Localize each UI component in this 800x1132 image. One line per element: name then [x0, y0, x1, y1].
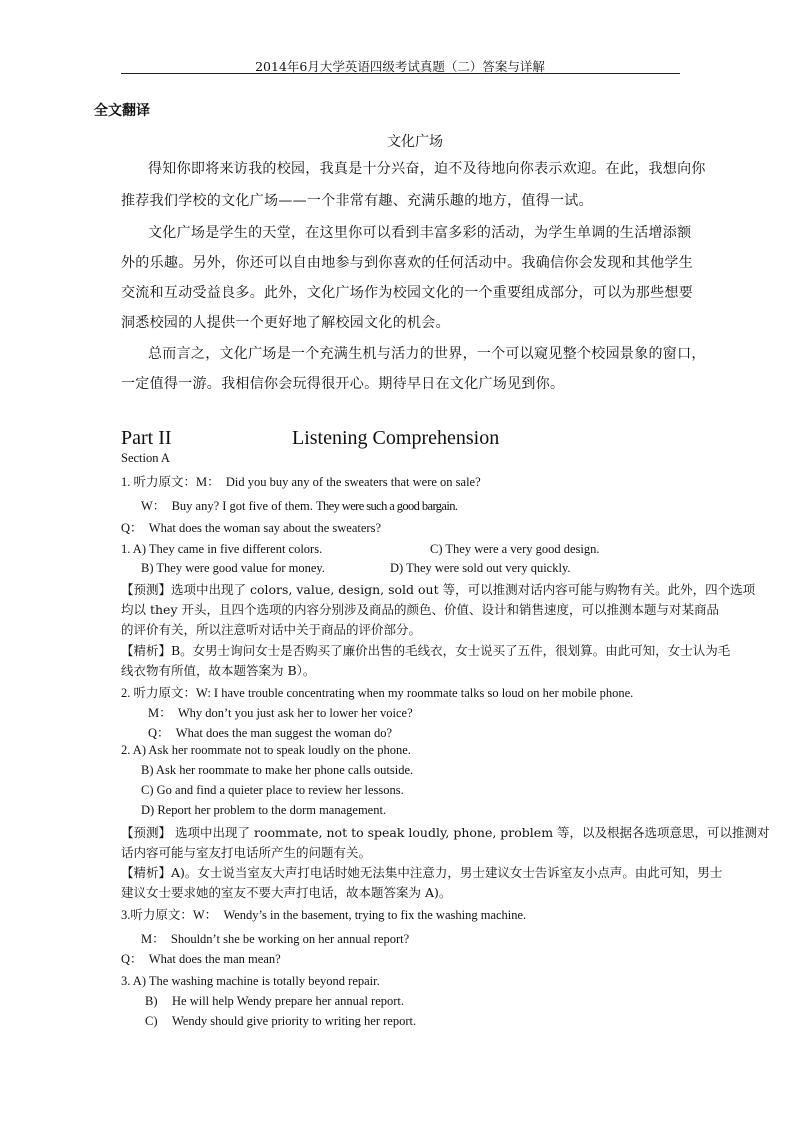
- translation-line: 文化广场是学生的天堂，在这里你可以看到丰富多彩的活动，为学生单调的生活增添额: [148, 225, 692, 241]
- q2-analysis: 建议女士要求她的室友不要大声打电话，故本题答案为 A)。: [121, 885, 452, 900]
- q3-option-b: He will help Wendy prepare her annual report.: [172, 994, 405, 1008]
- q3-option-c: Wendy should give priority to writing her report.: [172, 1014, 417, 1028]
- q2-option-d: D) Report her problem to the dorm management.: [141, 803, 387, 817]
- q3-script-text: Shouldn’t she be working on her annual report?: [170, 932, 410, 946]
- q1-predict: 的评价有关，所以注意听对话中关于商品的评价部分。: [121, 622, 422, 637]
- q2-script-text: Why don’t you just ask her to lower her voice?: [177, 706, 413, 720]
- q3-option-c-label: C): [145, 1014, 158, 1028]
- section-label: Section A: [121, 451, 170, 465]
- q3-question-prefix: Q：: [121, 952, 143, 966]
- translation-line: 总而言之，文化广场是一个充满生机与活力的世界，一个可以窥见整个校园景象的窗口，: [148, 346, 706, 362]
- q3-question: [121, 949, 281, 967]
- q3-option-a: 3. A) The washing machine is totally beyond repair.: [121, 974, 380, 988]
- translation-line: 外的乐趣。另外，你还可以自由地参与到你喜欢的任何活动中。我确信你会发现和其他学生: [121, 255, 693, 271]
- translation-heading: 全文翻译: [94, 103, 150, 119]
- q2-predict: 话内容可能与室友打电话所产生的问题有关。: [121, 845, 372, 860]
- q3-script-text: Wendy’s in the basement, trying to fix the washing machine.: [223, 908, 527, 922]
- page-header: 2014年6月大学英语四级考试真题（二）答案与详解: [255, 59, 545, 74]
- header-rule: [121, 73, 680, 74]
- part-title: Listening Comprehension: [292, 427, 500, 449]
- q1-script-text: Did you buy any of the sweaters that were on sale?: [225, 475, 481, 489]
- q3-script-line: [121, 905, 526, 923]
- q2-option-a: 2. A) Ask her roommate not to speak loudly on the phone.: [121, 743, 411, 757]
- q2-script-line: 2. 听力原文：W: I have trouble concentrating when my roommate talks so loud on her mobile phone.: [121, 686, 634, 700]
- translation-line: 洞悉校园的人提供一个更好地了解校园文化的机会。: [121, 315, 450, 331]
- q1-script-line: [121, 472, 481, 490]
- q1-question: [121, 518, 381, 536]
- part-label: Part II: [121, 427, 172, 449]
- q1-script-prefix: 1. 听力原文：M：: [121, 475, 220, 489]
- q2-predict: 【预测】 选项中出现了 roommate, not to speak loudly, phone, problem 等，以及根据各选项意思，可以推测对: [121, 825, 770, 840]
- q2-question-prefix: Q：: [148, 726, 170, 740]
- translation-line: 推荐我们学校的文化广场——一个非常有趣、充满乐趣的地方，值得一试。: [121, 193, 593, 209]
- q2-analysis: 【精析】A)。女士说当室友大声打电话时她无法集中注意力，男士建议女士告诉室友小点声。由此可知，男士: [121, 865, 723, 880]
- q1-script-text: Buy any? I got five of them.: [171, 499, 313, 513]
- q1-option-a: 1. A) They came in five different colors.: [121, 542, 323, 556]
- q1-analysis: 线衣物有所值，故本题答案为 B）。: [121, 663, 316, 678]
- q1-option-c: C) They were a very good design.: [430, 542, 600, 556]
- q1-predict: 均以 they 开头，且四个选项的内容分别涉及商品的颜色、价值、设计和销售速度，可以推测本题与对某商品: [121, 602, 719, 617]
- q3-script-prefix: 3.听力原文：W：: [121, 908, 218, 922]
- q2-question: [148, 723, 392, 741]
- q2-option-c: C) Go and find a quieter place to review her lessons.: [141, 783, 404, 797]
- q1-script-line: [141, 496, 457, 514]
- q1-script-prefix: W：: [141, 499, 166, 513]
- q1-analysis: 【精析】B。女男士询问女士是否购买了廉价出售的毛线衣，女士说买了五件，很划算。由此可知，女士认为毛: [121, 643, 731, 658]
- translation-title: 文化广场: [387, 134, 443, 150]
- q2-question-text: What does the man suggest the woman do?: [175, 726, 393, 740]
- q3-script-prefix: M：: [141, 932, 165, 946]
- translation-line: 一定值得一游。我相信你会玩得很开心。期待早日在文化广场见到你。: [121, 376, 565, 392]
- q3-script-line: [141, 929, 409, 947]
- q1-question-text: What does the woman say about the sweaters?: [148, 521, 381, 535]
- q3-option-b-label: B): [145, 994, 158, 1008]
- q3-question-text: What does the man mean?: [148, 952, 281, 966]
- q2-script-prefix: M：: [148, 706, 172, 720]
- q1-question-prefix: Q：: [121, 521, 143, 535]
- q1-script-text-condensed: They were such a good bargain.: [315, 499, 458, 513]
- translation-line: 得知你即将来访我的校园，我真是十分兴奋，迫不及待地向你表示欢迎。在此，我想向你: [148, 161, 706, 177]
- translation-line: 交流和互动受益良多。此外，文化广场作为校园文化的一个重要组成部分，可以为那些想要: [121, 285, 693, 301]
- q1-option-b: B) They were good value for money.: [141, 561, 325, 575]
- q1-predict: 【预测】选项中出现了 colors, value, design, sold out 等，可以推测对话内容可能与购物有关。此外，四个选项: [121, 582, 756, 597]
- q1-option-d: D) They were sold out very quickly.: [390, 561, 571, 575]
- q2-option-b: B) Ask her roommate to make her phone calls outside.: [141, 763, 414, 777]
- q2-script-line: [148, 703, 413, 721]
